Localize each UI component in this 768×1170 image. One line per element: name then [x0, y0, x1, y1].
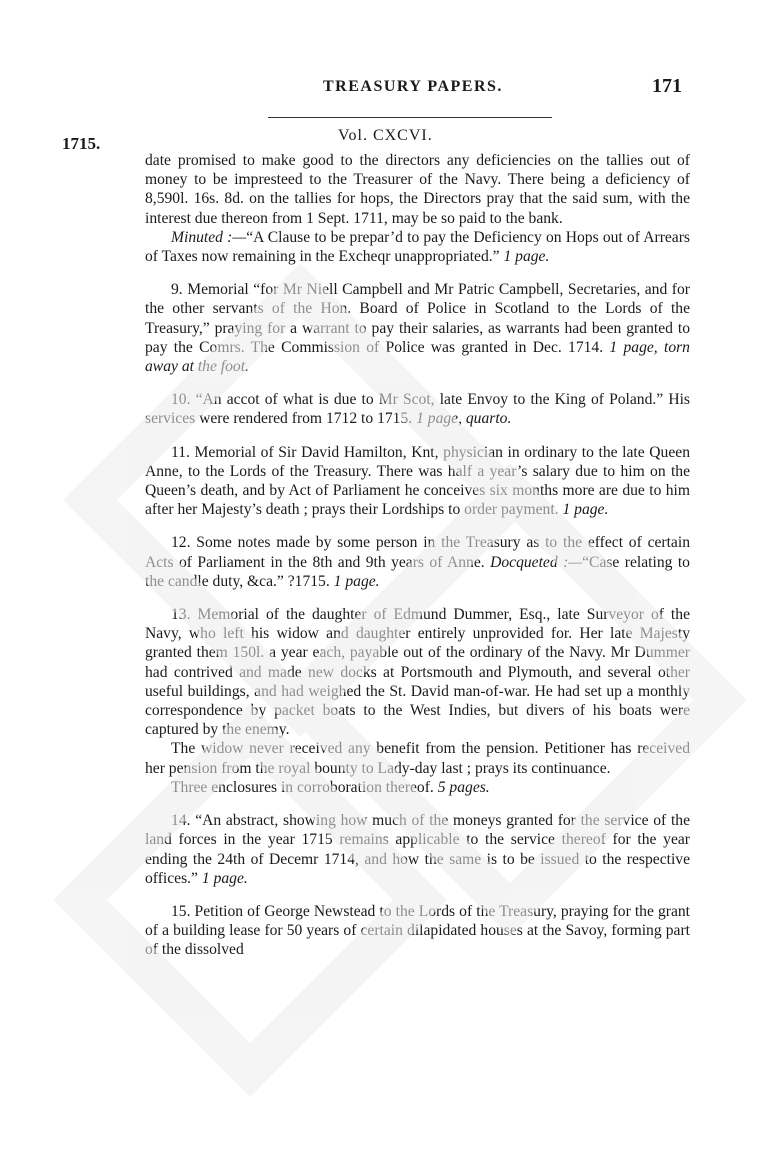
- entry-pages: 1 page.: [333, 572, 380, 590]
- entry-pages: 1 page, quarto.: [416, 410, 512, 428]
- margin-year: 1715.: [62, 134, 101, 153]
- entry-text: 15. Petition of George Newstead to the Lords of the Treasury, praying for the grant of a building lease for 50 years of certain dilapidated houses at the Savoy, forming part of the dissolved: [145, 902, 690, 959]
- entry-text: 10. “An accot of what is due to Mr Scot, late Envoy to the King of Poland.” His services were rendered from 1712 to 1715.: [145, 391, 690, 428]
- entry-intro-minuted: [145, 228, 690, 266]
- entry-text: 14. “An abstract, showing how much of the moneys granted for the service of the land forces in the year 1715 remains applicable to the service thereof for the year ending the 24th of Decemr 1714, and how the same is to be issued to the respective offices.”: [145, 812, 690, 887]
- entry-text: 13. Memorial of the daughter of Edmund Dummer, Esq., late Surveyor of the Navy, who left his widow and daughter entirely unprovided for. Her late Majesty granted them 150l. a year each, payable out of the ordinary of the Navy. Mr Dummer had contrived and made new docks at Portsmouth and Plymouth, and several other useful buildings, and had weighed the St. David man-of-war. He had set up a monthly correspondence by packet boats to the West Indies, but divers of his boats were captured by the enemy.: [145, 606, 690, 739]
- entry-text: The widow never received any benefit from the pension. Petitioner has received her pension from the royal bounty to Lady-day last ; prays its continuance.: [145, 740, 690, 777]
- minuted-text: “A Clause to be prepar’d to pay the Deficiency on Hops out of Arrears of Taxes now remaining in the Excheqr unappropriated.”: [145, 228, 690, 266]
- header-rule: [268, 117, 552, 118]
- entry-item-11: [145, 443, 690, 520]
- page-header: [145, 75, 690, 108]
- entry-text: 11. Memorial of Sir David Hamilton, Knt, physician in ordinary to the late Queen Anne, to the Lords of the Treasury. There was half a year’s salary due to him on the Queen’s death, and by Act of Parliament he conceives six months more are due to him after her Majesty’s death ; prays their Lordships to order payment.: [145, 443, 690, 519]
- entry-item-10: [145, 390, 690, 428]
- entry-item-14: [145, 811, 690, 888]
- page-number: 171: [652, 75, 682, 97]
- entry-pages: 1 page.: [562, 501, 609, 519]
- entry-item-13-enclosures: [145, 778, 690, 797]
- entry-pages: 1 page, torn away at the foot.: [145, 338, 690, 376]
- entry-text: 12. Some notes made by some person in the Treasury as to the effect of certain Acts of Parliament in the 8th and 9th years of Anne.: [145, 534, 690, 571]
- running-title: TREASURY PAPERS.: [323, 78, 503, 95]
- entry-item-13: [145, 605, 690, 739]
- entry-item-15: [145, 902, 690, 960]
- volume-heading: Vol. CXCVI.: [338, 127, 433, 144]
- entry-intro-pages: 1 page.: [503, 248, 550, 266]
- entry-pages: 5 pages.: [437, 778, 490, 796]
- entry-pages: 1 page.: [201, 869, 248, 887]
- docqueted-label: Docqueted :—: [490, 553, 583, 571]
- entry-item-12: [145, 533, 690, 591]
- docqueted-text: “Case relating to the candle duty, &ca.” ?1715.: [145, 553, 690, 590]
- entry-intro: [145, 151, 690, 228]
- entry-item-13-widow: [145, 739, 690, 777]
- entry-text: Three enclosures in corroboration thereof.: [171, 778, 434, 796]
- entry-text: 9. Memorial “for Mr Niell Campbell and Mr Patric Campbell, Secretaries, and for the other servants of the Hon. Board of Police in Scotland to the Lords of the Treasury,” praying for a warrant to pay their salaries, as warrants had been granted to pay the Comrs. The Commission of Police was granted in Dec. 1714.: [145, 281, 690, 356]
- entry-item-9: [145, 280, 690, 376]
- entry-intro-text: date promised to make good to the directors any deficiencies on the tallies out of money to be impresteed to the Treasurer of the Navy. There being a deficiency of 8,590l. 16s. 8d. on the tallies for hops, the Directors pray that the said sum, with the interest due thereon from 1 Sept. 1711, may be so paid to the bank.: [145, 152, 690, 227]
- document-body: [145, 151, 690, 960]
- minuted-label: Minuted :—: [171, 228, 247, 246]
